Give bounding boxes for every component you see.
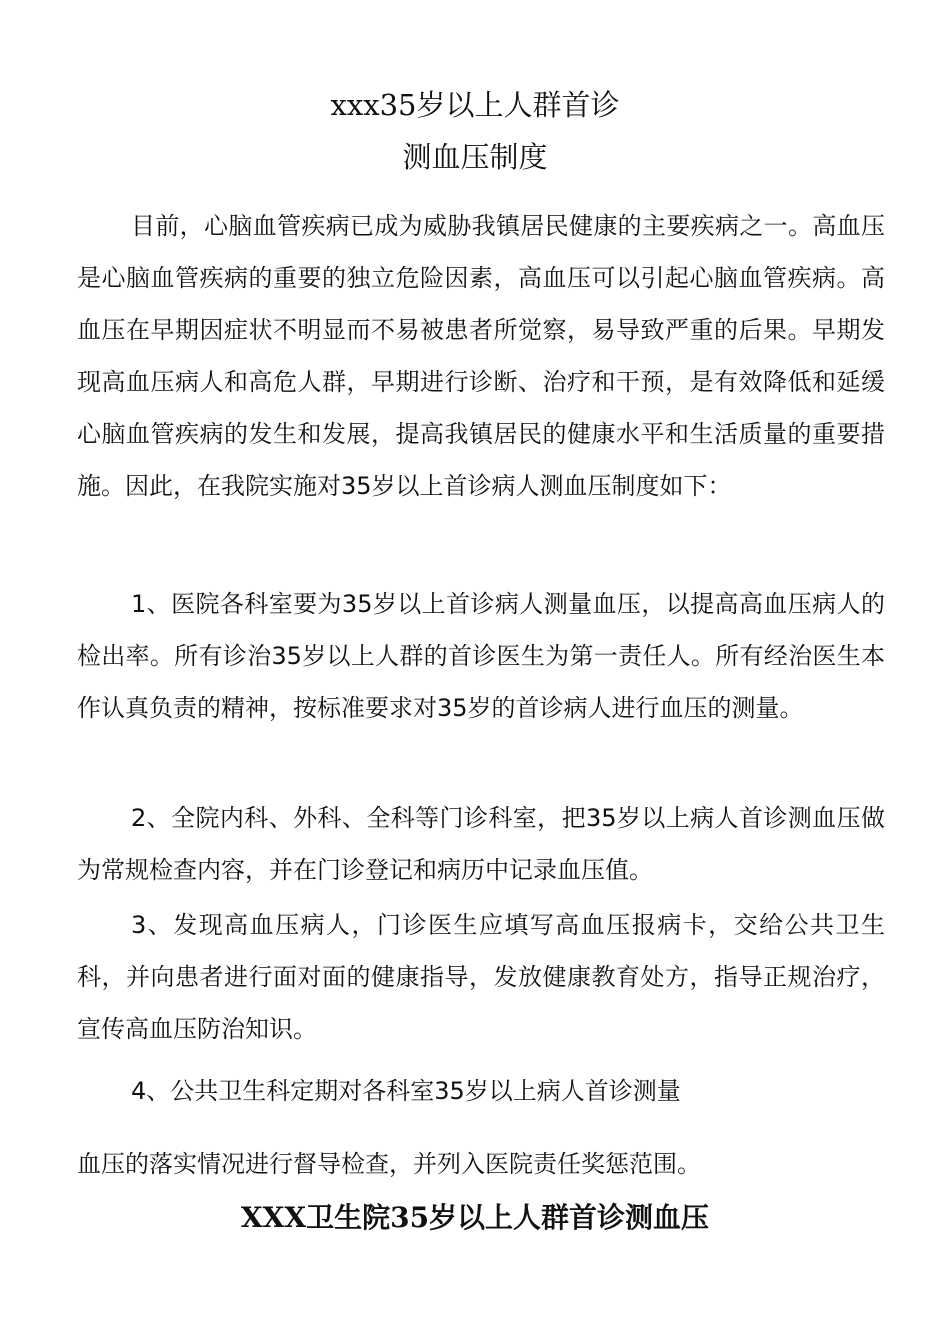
- rule-item-3: 3、发现高血压病人，门诊医生应填写高血压报病卡，交给公共卫生科，并向患者进行面对面的健康指导，发放健康教育处方，指导正规治疗，宣传高血压防治知识。: [77, 911, 885, 1043]
- rule-item-1: 1、医院各科室要为35岁以上首诊病人测量血压，以提高高血压病人的检出率。所有诊治35岁以上人群的首诊医生为第一责任人。所有经治医生本作认真负责的精神，按标准要求对35岁的首诊病人进行血压的测量。: [77, 590, 885, 722]
- document-title-line1: xxx35岁以上人群首诊: [330, 88, 620, 122]
- rule-item-2: 2、全院内科、外科、全科等门诊科室，把35岁以上病人首诊测血压做为常规检查内容，并在门诊登记和病历中记录血压值。: [77, 804, 885, 884]
- intro-paragraph: 目前，心脑血管疾病已成为威胁我镇居民健康的主要疾病之一。高血压是心脑血管疾病的重要的独立危险因素，高血压可以引起心脑血管疾病。高血压在早期因症状不明显而不易被患者所觉察，易导致严重的后果。早期发现高血压病人和高危人群，早期进行诊断、治疗和干预，是有效降低和延缓心脑血管疾病的发生和发展，提高我镇居民的健康水平和生活质量的重要措施。因此，在我院实施对35岁以上首诊病人测血压制度如下：: [77, 212, 885, 500]
- rule-item-4-line2: 血压的落实情况进行督导检查，并列入医院责任奖惩范围。: [77, 1150, 701, 1178]
- document-title-line2: 测血压制度: [402, 140, 548, 174]
- rule-item-4-line1: 4、公共卫生科定期对各科室35岁以上病人首诊测量: [131, 1077, 681, 1105]
- next-document-title: XXX卫生院35岁以上人群首诊测血压: [240, 1201, 710, 1234]
